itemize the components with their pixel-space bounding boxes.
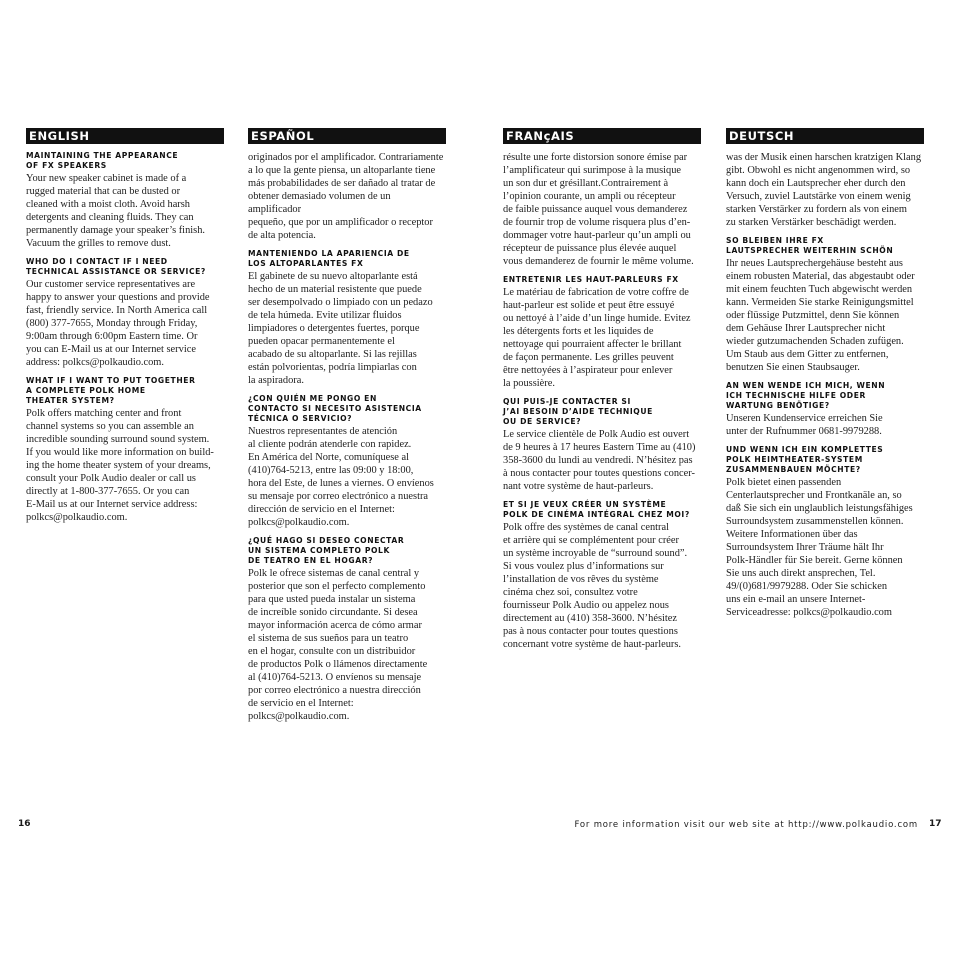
paragraph-heimtheater: Polk bietet einen passenden Centerlautsprecher und Frontkanäle an, so daß Sie sich ein unglaublich leistungsfähiges Surroundsystem zusammenstellen können. Weitere Informationen über das Surroundsystem Ihrer Träume hält Ihr Polk-Händler für Sie bereit. Gerne können Sie uns auch direkt ansprechen, Tel. 49/(0)681/9979288. Oder Sie schicken uns ein e-mail an unsere Internet- Serviceadresse: polkcs@polkaudio.com xyxy=(726,477,913,618)
paragraph-contacter: Le service clientèle de Polk Audio est ouvert de 9 heures à 17 heures Eastern Time au (410) 358-3600 du lundi au vendredi. N’hésitez pas à nous contacter pour toutes questions concer- nant votre système de haut-parleurs. xyxy=(503,429,696,492)
section-title-francais: FRANçAIS xyxy=(503,128,701,144)
heading-contact: WHO DO I CONTACT IF I NEED TECHNICAL ASSISTANCE OR SERVICE? xyxy=(26,257,206,276)
column-espanol xyxy=(248,128,446,730)
heading-home-theater: WHAT IF I WANT TO PUT TOGETHER A COMPLETE POLK HOME THEATER SYSTEM? xyxy=(26,376,196,405)
heading-teatro: ¿QUÉ HAGO SI DESEO CONECTAR UN SISTEMA COMPLETO POLK DE TEATRO EN EL HOGAR? xyxy=(248,536,405,565)
page-number-left: 16 xyxy=(18,819,31,829)
column-english xyxy=(26,128,224,531)
paragraph-schoen: Ihr neues Lautsprechergehäuse besteht aus einem robusten Material, das abgestaubt oder mit einem feuchten Tuch abgewischt werden kann. Vermeiden Sie starke Reinigungsmittel oder flüssige Putzmittel, denn Sie können dem Gehäuse Ihrer Lautsprecher nicht wieder gutzumachenden Schaden zufügen. Um Staub aus dem Gitter zu entfernen, benutzen Sie einen Staubsauger. xyxy=(726,258,915,373)
paragraph-hilfe: Unseren Kundenservice erreichen Sie unter der Rufnummer 0681-9979288. xyxy=(726,413,883,437)
paragraph-contact: Our customer service representatives are happy to answer your questions and provide fast, friendly service. In North America call (800) 377-7655, Monday through Friday, 9:00am through 6:00pm Eastern time. Or you can E-Mail us at our Internet service address: polkcs@polkaudio.com. xyxy=(26,279,210,368)
footer-website-text: For more information visit our web site at http://www.polkaudio.com xyxy=(574,820,918,830)
heading-contacto: ¿CON QUIÉN ME PONGO EN CONTACTO SI NECESITO ASISTENCIA TÉCNICA O SERVICIO? xyxy=(248,394,422,423)
paragraph-intro-francais: résulte une forte distorsion sonore émise par l’amplificateur qui surimpose à la musique un son dur et grésillant.Contrairement à l’opinion courante, un ampli ou récepteur de faible puissance auquel vous demanderez de fournir trop de volume risquera plus d’en- dommager votre haut-parleur qu’un ampli ou récepteur de puissance plus élevée auquel vous demanderez de fournir le même volume. xyxy=(503,152,694,267)
column-francais xyxy=(503,128,701,658)
page-number-right: 17 xyxy=(929,819,942,829)
heading-schoen: SO BLEIBEN IHRE FX LAUTSPRECHER WEITERHIN SCHÖN xyxy=(726,236,894,255)
paragraph-cinema: Polk offre des systèmes de canal central et arrière qui se complémentent pour créer un système incroyable de “surround sound”. Si vous voulez plus d’informations sur l’installation de vos rêves du système cinéma chez soi, consultez votre fournisseur Polk Audio ou appelez nous directement au (410) 358-3600. N’hésitez pas à nous contacter pour toutes questions concernant votre système de haut-parleurs. xyxy=(503,522,688,650)
heading-contacter: QUI PUIS-JE CONTACTER SI J’AI BESOIN D’AIDE TECHNIQUE OU DE SERVICE? xyxy=(503,397,653,426)
paragraph-contacto: Nuestros representantes de atención al cliente podrán atenderle con rapidez. En América del Norte, comuníquese al (410)764-5213, entre las 09:00 y 18:00, hora del Este, de lunes a viernes. O envíenos su mensaje por correo electrónico a nuestra dirección de servicio en el Internet: polkcs@polkaudio.com. xyxy=(248,426,434,528)
section-title-english: ENGLISH xyxy=(26,128,224,144)
column-deutsch xyxy=(726,128,924,626)
heading-heimtheater: UND WENN ICH EIN KOMPLETTES POLK HEIMTHEATER-SYSTEM ZUSAMMENBAUEN MÖCHTE? xyxy=(726,445,884,474)
paragraph-entretenir: Le matériau de fabrication de votre coffre de haut-parleur est solide et peut être essuyé ou nettoyé à l’aide d’un linge humide. Evitez les détergents forts et les liquides de nettoyage qui pourraient affecter le brillant de façon permanente. Les grilles peuvent être nettoyées à l’aspirateur pour enlever la poussière. xyxy=(503,287,691,389)
paragraph-teatro: Polk le ofrece sistemas de canal central y posterior que son el perfecto complemento para que usted pueda instalar un sistema de increíble sonido circundante. Si desea mayor información acerca de cómo armar el sistema de sus sueños para un teatro en el hogar, consulte con un distribuidor de productos Polk o llámenos directamente al (410)764-5213. O envíenos su mensaje por correo electrónico a nuestra dirección de servicio en el Internet: polkcs@polkaudio.com. xyxy=(248,568,428,722)
paragraph-home-theater: Polk offers matching center and front channel systems so you can assemble an incredible sounding surround sound system. If you would like more information on build- ing the home theater system of your dreams, consult your Polk Audio dealer or call us directly at 1-800-377-7655. Or you can E-Mail us at our Internet service address: polkcs@polkaudio.com. xyxy=(26,408,214,523)
heading-hilfe: AN WEN WENDE ICH MICH, WENN ICH TECHNISCHE HILFE ODER WARTUNG BENÖTIGE? xyxy=(726,381,886,410)
paragraph-intro-deutsch: was der Musik einen harschen kratzigen Klang gibt. Obwohl es nicht angenommen wird, so kann doch ein Lautsprecher eher durch den Versuch, zuviel Lautstärke von einem wenig starken Verstärker zu fordern als von einem zu starken Verstärker beschädigt werden. xyxy=(726,152,922,228)
paragraph-maintaining: Your new speaker cabinet is made of a rugged material that can be dusted or cleaned with a moist cloth. Avoid harsh detergents and cleaning fluids. They can permanently damage your speaker’s finish. Vacuum the grilles to remove dust. xyxy=(26,173,205,249)
paragraph-intro-espanol: originados por el amplificador. Contrariamente a lo que la gente piensa, un altoparlante tiene más probabilidades de ser dañado al tratar de obtener demasiado volumen de un amplificador pequeño, que por un amplificador o receptor de alta potencia. xyxy=(248,152,444,241)
heading-apariencia: MANTENIENDO LA APARIENCIA DE LOS ALTOPARLANTES FX xyxy=(248,249,410,268)
paragraph-apariencia: El gabinete de su nuevo altoparlante está hecho de un material resistente que puede ser desempolvado o limpiado con un pedazo de tela húmeda. Evite utilizar fluidos limpiadores o detergentes fuertes, porque pueden opacar permanentemente el acabado de su altoparlante. Si las rejillas están polvorientas, podría limpiarlas con la aspiradora. xyxy=(248,271,433,386)
section-title-deutsch: DEUTSCH xyxy=(726,128,924,144)
heading-entretenir: ENTRETENIR LES HAUT-PARLEURS FX xyxy=(503,275,679,284)
heading-cinema: ET SI JE VEUX CRÉER UN SYSTÈME POLK DE CINÉMA INTÉGRAL CHEZ MOI? xyxy=(503,500,690,519)
heading-maintaining: MAINTAINING THE APPEARANCE OF FX SPEAKERS xyxy=(26,151,179,170)
section-title-espanol: ESPAÑOL xyxy=(248,128,446,144)
